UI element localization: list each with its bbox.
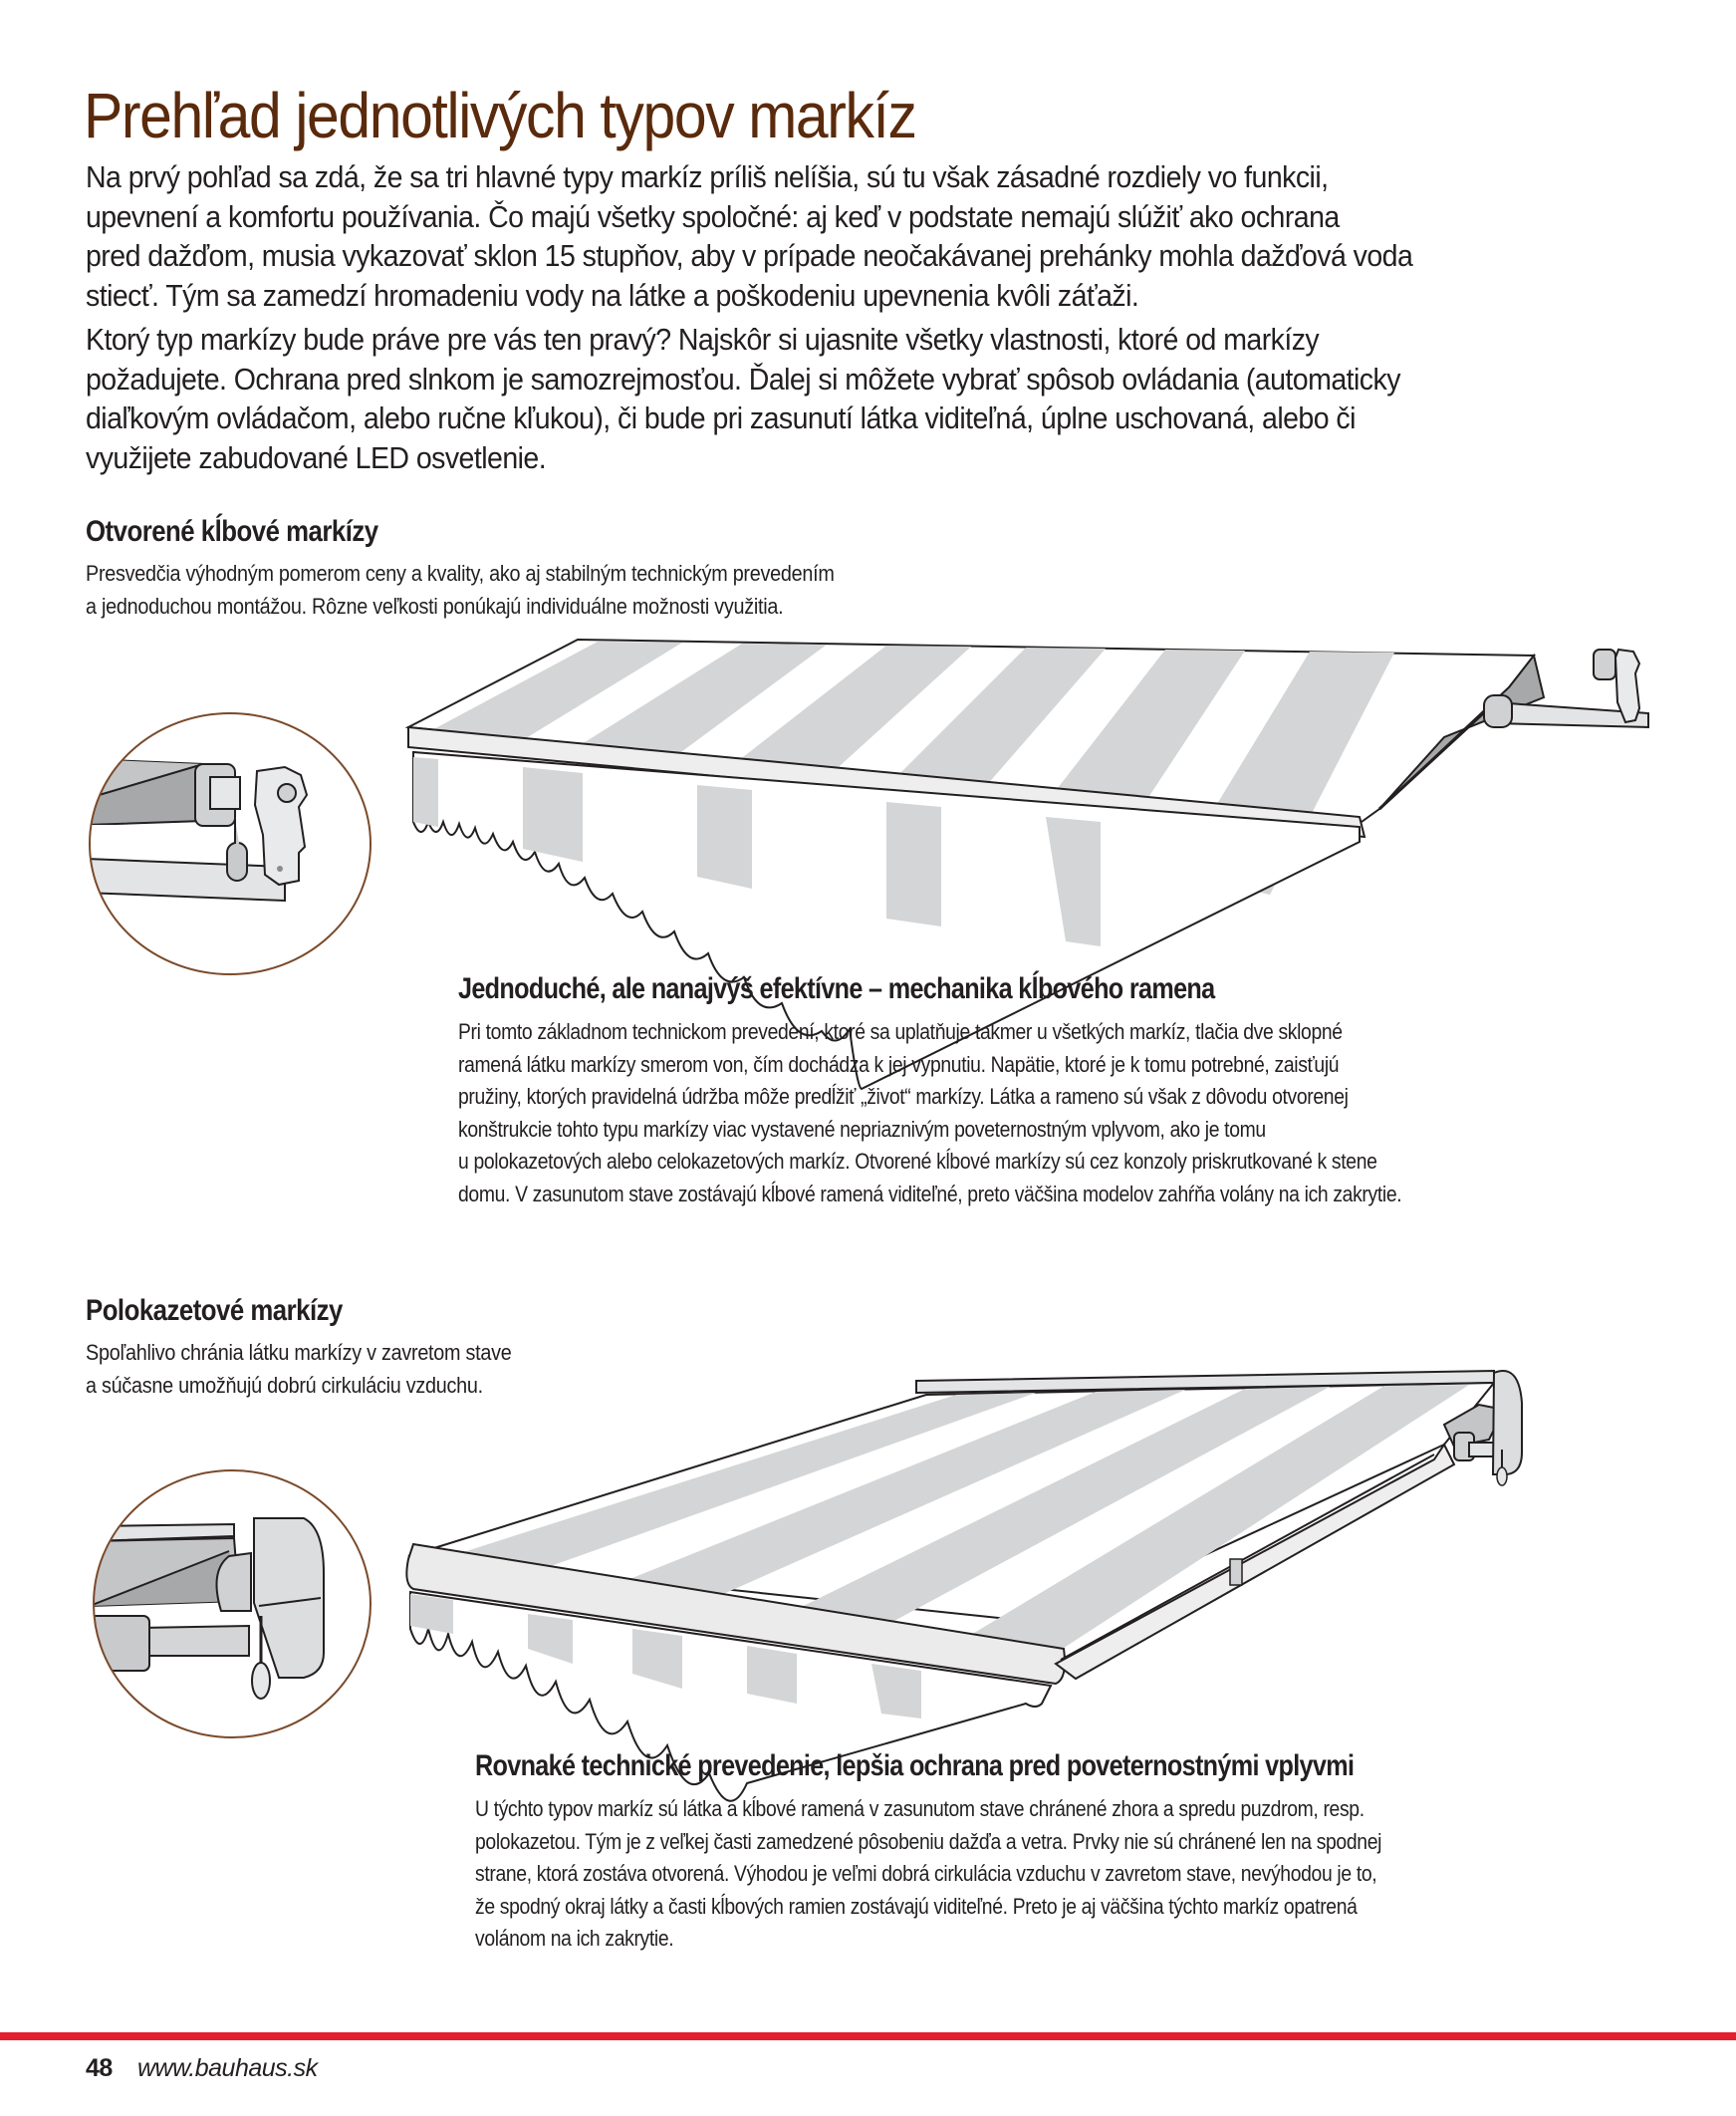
subtitle-line: a jednoduchou montážou. Rôzne veľkosti ponúkajú individuálne možnosti využitia. (86, 593, 784, 619)
valance-stripe (886, 802, 941, 926)
website-link[interactable]: www.bauhaus.sk (137, 2054, 318, 2082)
body-line: u polokazetových alebo celokazetových markíz. Otvorené kĺbové markízy sú cez konzoly priskrutkované k stene (458, 1149, 1377, 1174)
body-line: strane, ktorá zostáva otvorená. Výhodou je veľmi dobrá cirkulácia vzduchu v zavretom stave, nevýhodou je to, (475, 1861, 1377, 1886)
valance-stripe (697, 785, 752, 889)
intro-line: Ktorý typ markízy bude práve pre vás ten pravý? Najskôr si ujasnite všetky vlastnosti, ktoré od markízy (86, 322, 1320, 357)
body-line: ramená látku markízy smerom von, čím dochádza k jej vypnutiu. Napätie, ktoré je k tomu potrebné, zaisťujú (458, 1051, 1340, 1077)
body-line: že spodný okraj látky a časti kĺbových ramien zostávajú viditeľné. Preto je aj väčšina týchto markíz opatrená (475, 1893, 1358, 1919)
subtitle-line: Spoľahlivo chránia látku markízy v zavretom stave (86, 1340, 512, 1365)
detail-heading-folding-arm: Jednoduché, ale nanajvýš efektívne – mechanika kĺbového ramena (458, 972, 1215, 1005)
section-subtitle-open-awnings (86, 558, 835, 623)
subtitle-line: a súčasne umožňujú dobrú cirkuláciu vzduchu. (86, 1372, 483, 1398)
page-number: 48 (86, 2054, 113, 2082)
body-line: polokazetou. Tým je z veľkej časti zamedzené pôsobeniu dažďa a vetra. Prvky nie sú chránené len na spodnej (475, 1828, 1382, 1854)
intro-paragraph-1 (86, 157, 1589, 315)
folding-arm-bracket-detail-illustration (86, 709, 374, 978)
section-heading-open-awnings: Otvorené kĺbové markízy (86, 515, 378, 548)
valance-stripe (523, 767, 583, 862)
semi-cassette-housing-detail-illustration (90, 1466, 374, 1741)
footer-rule (0, 2032, 1736, 2040)
intro-line: upevnení a komfortu používania. Čo majú všetky spoločné: aj keď v podstate nemajú slúžiť ako ochrana (86, 198, 1340, 234)
intro-line: Na prvý pohľad sa zdá, že sa tri hlavné typy markíz príliš nelíšia, sú tu však zásadné rozdiely vo funkcii, (86, 159, 1329, 194)
body-line: Pri tomto základnom technickom prevedení, ktoré sa uplatňuje takmer u všetkých markíz, tlačia dve sklopné (458, 1019, 1343, 1044)
valance-stripe (413, 757, 438, 827)
valance-stripe (747, 1646, 797, 1704)
section-heading-semi-cassette: Polokazetové markízy (86, 1294, 343, 1327)
intro-line: stiecť. Tým sa zamedzí hromadeniu vody na látke a poškodeniu upevnenia kvôli záťaži. (86, 277, 1139, 313)
body-line: volánom na ich zakrytie. (475, 1926, 674, 1951)
intro-text (86, 157, 1589, 482)
body-line: konštrukcie tohto typu markízy viac vystavené nepriaznivým poveternostným vplyvom, ako je tomu (458, 1116, 1266, 1142)
detail-heading-semi-cassette: Rovnaké technické prevedenie, lepšia ochrana pred poveternostnými vplyvmi (475, 1749, 1355, 1782)
intro-line: diaľkovým ovládačom, alebo ručne kľukou), či bude pri zasunutí látka viditeľná, úplne uschovaná, alebo či (86, 400, 1356, 435)
subtitle-line: Presvedčia výhodným pomerom ceny a kvality, ako aj stabilným technickým prevedením (86, 561, 835, 586)
semi-cassette-awning-illustration (398, 1365, 1663, 1723)
page-title: Prehľad jednotlivých typov markíz (84, 80, 916, 151)
body-line: U týchto typov markíz sú látka a kĺbové ramená v zasunutom stave chránené zhora a spredu puzdrom, resp. (475, 1796, 1364, 1821)
detail-body-folding-arm (458, 1016, 1401, 1210)
intro-line: využijete zabudované LED osvetlenie. (86, 439, 547, 475)
body-line: domu. V zasunutom stave zostávajú kĺbové ramená viditeľné, preto väčšina modelov zahŕňa volány na ich zakrytie. (458, 1181, 1402, 1206)
open-folding-arm-awning-illustration (408, 628, 1663, 946)
intro-line: požadujete. Ochrana pred slnkom je samozrejmosťou. Ďalej si môžete vybrať spôsob ovládania (automaticky (86, 361, 1400, 397)
intro-line: pred dažďom, musia vykazovať sklon 15 stupňov, aby v prípade neočakávanej prehánky mohla dažďová voda (86, 238, 1413, 273)
body-line: pružiny, ktorých pravidelná údržba môže predĺžiť „život“ markízy. Látka a rameno sú však z dôvodu otvorenej (458, 1084, 1349, 1109)
detail-body-semi-cassette (475, 1793, 1381, 1956)
intro-paragraph-2 (86, 320, 1589, 477)
